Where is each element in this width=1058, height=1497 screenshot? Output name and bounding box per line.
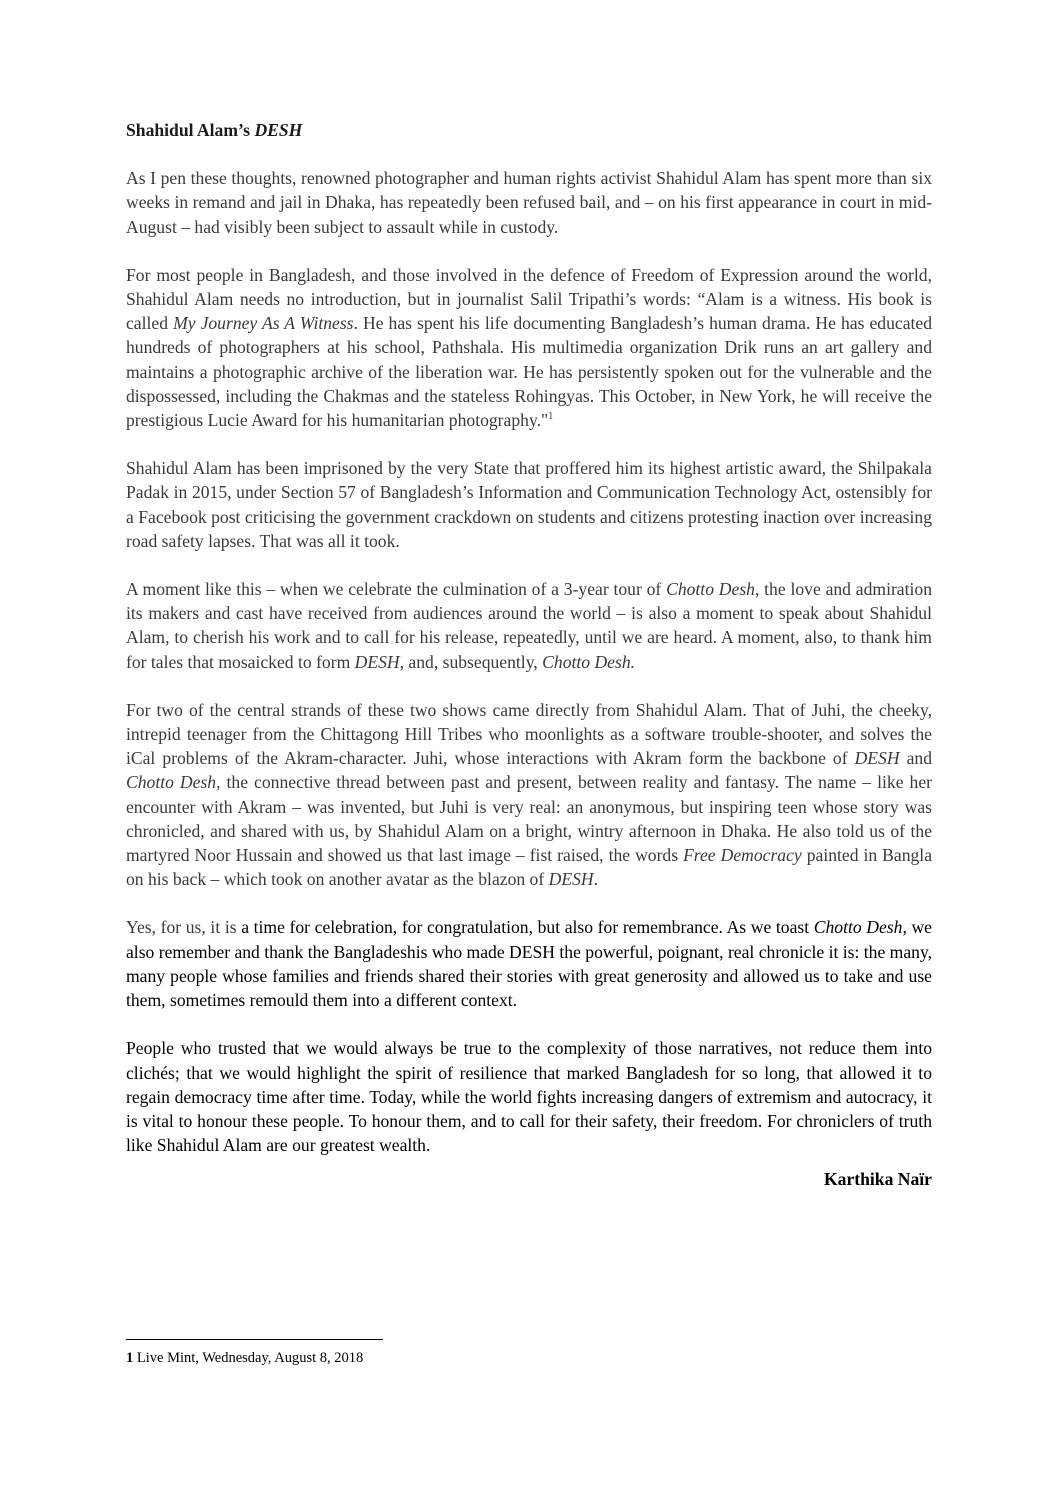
footnote [126, 1350, 363, 1367]
p4-italic-2: DESH [354, 651, 400, 672]
paragraph-1: As I pen these thoughts, renowned photographer and human rights activist Shahidul Alam has spent more than six weeks in remand and jail in Dhaka, has repeatedly been refused bail, and – on his first appearance in court in mid-August – had visibly been subject to assault while in custody. [126, 168, 932, 237]
paragraph-6 [126, 915, 932, 1012]
p4-text-c: , and, subsequently, [399, 651, 543, 672]
paragraph-3: Shahidul Alam has been imprisoned by the very State that proffered him its highest artistic award, the Shilpakala Padak in 2015, under Section 57 of Bangladesh’s Information and Communication Technology Act, ostensibly for a Facebook post criticising the government crackdown on students and citizens protesting inaction over increasing road safety lapses. That was all it took. [126, 458, 932, 551]
footnote-ref[interactable]: 1 [548, 411, 554, 423]
paragraph-4 [126, 577, 932, 674]
p2-text-b: . He has spent his life documenting Bangladesh’s human drama. He has educated hundreds of photographers at his school, Pathshala. His multimedia organization Drik runs an art gallery and maintains a photographic archive of the liberation war. He has persistently spoken out for the vulnerable and the dispossessed, including the Chakmas and the stateless Rohingyas. This October, in New York, he will receive the prestigious Lucie Award for his humanitarian photography." [126, 313, 933, 431]
p5-text-a: For two of the central strands of these two shows came directly from Shahidul Alam. That of Juhi, the cheeky, intrepid teenager from the Chittagong Hill Tribes who moonlights as a software trouble-shooter, and solves the iCal problems of the Akram-character. Juhi, whose interactions with Akram form the backbone of [126, 699, 932, 769]
p2-text-a: For most people in Bangladesh, and those involved in the defence of Freedom of Expression around the world, Shahidul Alam needs no introduction, but in journalist Salil Tripathi’s words: “Alam is a witness. His book is called [126, 264, 932, 334]
p4-text-b: , the love and admiration its makers and cast have received from audiences around the world – is also a moment to speak about Shahidul Alam, to cherish his work and to call for his release, repeatedly, until we are heard. A moment, also, to thank him for tales that mosaicked to form [126, 579, 932, 672]
paragraph-7: People who trusted that we would always be true to the complexity of those narratives, not reduce them into clichés; that we would highlight the spirit of resilience that marked Bangladesh for so long, that allowed it to regain democracy time after time. Today, while the world fights increasing dangers of extremism and autocracy, it is vital to honour these people. To honour them, and to call for their safety, their freedom. For chroniclers of truth like Shahidul Alam are our greatest wealth. [126, 1038, 932, 1156]
p4-italic-3: Chotto Desh. [542, 651, 636, 672]
p6-italic-1: Chotto Desh [813, 917, 903, 938]
footnote-text: Live Mint, Wednesday, August 8, 2018 [133, 1350, 364, 1366]
page-title [126, 118, 932, 142]
p5-text-e: . [593, 869, 598, 890]
p6-text-a: Yes, for us, it is [126, 917, 242, 938]
title-name: Shahidul Alam’s [126, 120, 251, 140]
footnote-number: 1 [126, 1350, 134, 1366]
footnote-divider [126, 1339, 383, 1340]
title-show: DESH [254, 120, 303, 140]
p5-text-c: the connective thread between past and present, between reality and fantasy. The name – like her encounter with Akram – was invented, but Juhi is very real: an anonymous, but inspiring teen whose story was chronicled, and shared with us, by Shahidul Alam on a bright, wintry afternoon in Dhaka. He also told us of the martyred Noor Hussain and showed us that last image – fist raised, the words [126, 772, 933, 866]
p4-text-a: A moment like this – when we celebrate the culmination of a 3-year tour of [126, 579, 667, 600]
p5-text-d: painted in Bangla on his back – which took on another avatar as the blazon of [126, 845, 933, 890]
p5-italic-4: DESH [548, 869, 594, 890]
p5-italic-1: DESH [854, 748, 900, 769]
p5-italic-3: Free Democracy [683, 845, 802, 866]
book-title: My Journey As A Witness [173, 313, 354, 334]
p6-text-c: , we also remember and thank the Bangladeshis who made DESH the powerful, poignant, real chronicle it is: the many, many people whose families and friends shared their stories with great generosity and allowed us to take and use them, sometimes remould them into a different context. [126, 917, 932, 1011]
p4-italic-1: Chotto Desh [666, 579, 755, 600]
paragraph-5 [126, 698, 932, 892]
author-signature: Karthika Naïr [823, 1169, 932, 1190]
p5-italic-2: Chotto Desh, [126, 772, 221, 793]
paragraph-2 [126, 263, 932, 432]
p6-text-b: a time for celebration, for congratulation, but also for remembrance. As we toast [241, 917, 814, 938]
p5-text-b: and [899, 748, 932, 769]
document-body [126, 118, 932, 1206]
